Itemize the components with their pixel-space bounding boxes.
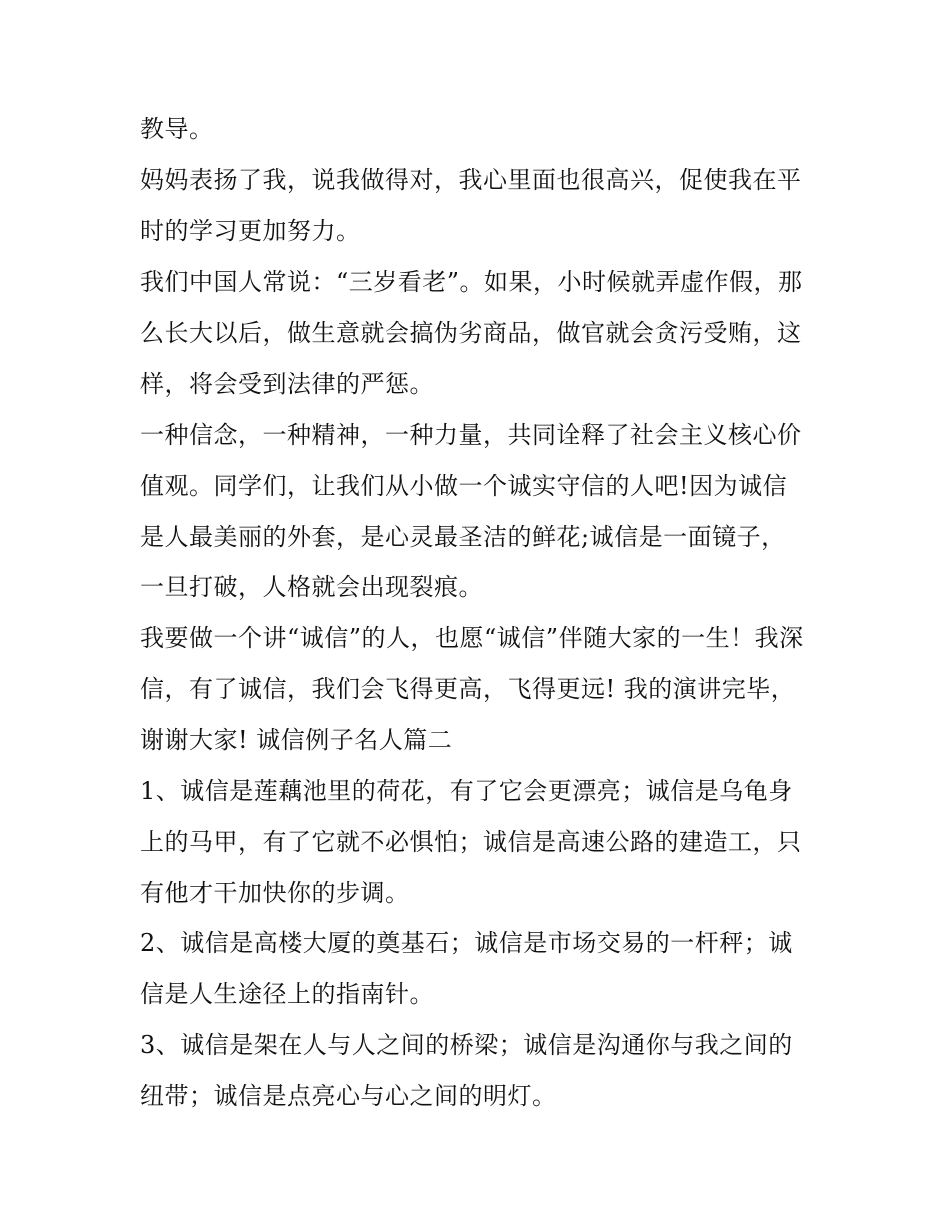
text-line: 么长大以后，做生意就会搞伪劣商品，做官就会贪污受贿，这 xyxy=(140,319,802,347)
text-line: 上的马甲，有了它就不必惧怕；诚信是高速公路的建造工，只 xyxy=(140,828,802,856)
text-line: 妈妈表扬了我，说我做得对，我心里面也很高兴，促使我在平 xyxy=(140,166,802,194)
text-line: 是人最美丽的外套，是心灵最圣洁的鲜花;诚信是一面镜子， xyxy=(140,523,786,551)
text-line: 2、诚信是高楼大厦的奠基石；诚信是市场交易的一杆秤；诚 xyxy=(140,929,793,957)
text-line: 时的学习更加努力。 xyxy=(140,217,361,245)
text-line: 教导。 xyxy=(140,115,214,143)
text-line: 谢谢大家! 诚信例子名人篇二 xyxy=(140,726,453,754)
text-line: 纽带；诚信是点亮心与心之间的明灯。 xyxy=(140,1082,557,1110)
text-line: 1、诚信是莲藕池里的荷花，有了它会更漂亮；诚信是乌龟身 xyxy=(140,777,793,805)
text-line: 样，将会受到法律的严惩。 xyxy=(140,370,434,398)
text-line: 一旦打破，人格就会出现裂痕。 xyxy=(140,573,483,601)
text-line: 信，有了诚信，我们会飞得更高，飞得更远! 我的演讲完毕， xyxy=(140,675,796,703)
text-line: 我要做一个讲“诚信”的人，也愿“诚信”伴随大家的一生！我深 xyxy=(140,624,804,652)
text-line: 信是人生途径上的指南针。 xyxy=(140,980,434,1008)
text-line: 我们中国人常说：“三岁看老”。如果，小时候就弄虚作假，那 xyxy=(140,268,803,296)
text-line: 有他才干加快你的步调。 xyxy=(140,879,410,907)
text-line: 一种信念，一种精神，一种力量，共同诠释了社会主义核心价 xyxy=(140,421,802,449)
text-line: 3、诚信是架在人与人之间的桥梁；诚信是沟通你与我之间的 xyxy=(140,1031,793,1059)
text-line: 值观。同学们，让我们从小做一个诚实守信的人吧!因为诚信 xyxy=(140,472,788,500)
